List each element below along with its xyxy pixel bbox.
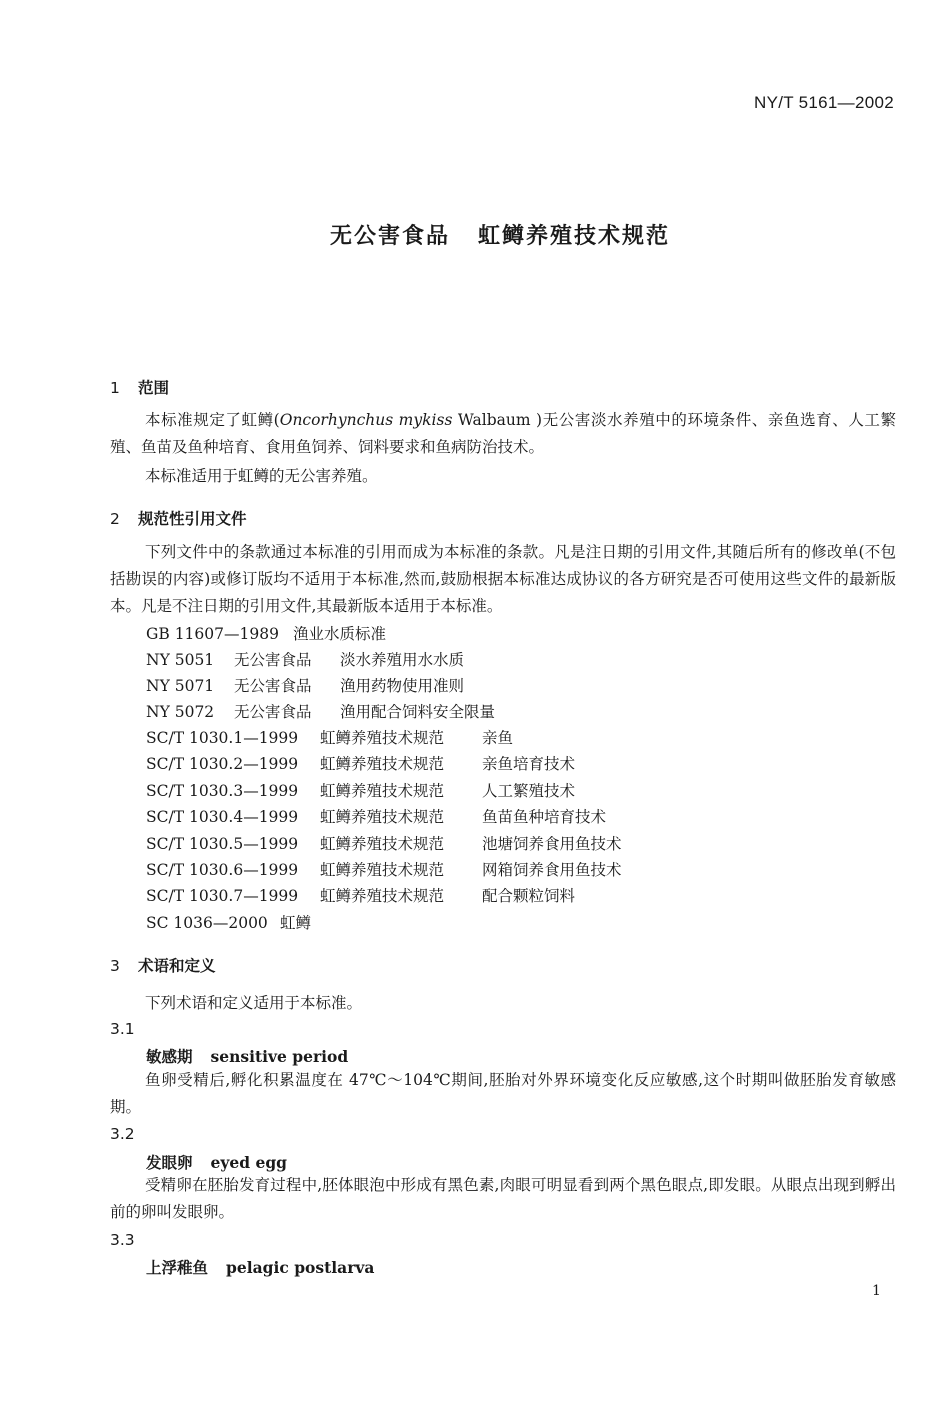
section-3-intro: 下列术语和定义适用于本标准。 (145, 994, 363, 1012)
section-3-title: 术语和定义 (138, 957, 216, 975)
reference-item: SC/T 1030.7—1999 虹鳟养殖技术规范 配合颗粒饲料 (146, 887, 576, 905)
term-definition: 受精卵在胚胎发育过程中,胚体眼泡中形成有黑色素,肉眼可明显看到两个黑色眼点,即发眼。从眼点出现到孵出前的卵叫发眼卵。 (110, 1176, 896, 1221)
section-2-number: 2 (110, 510, 120, 528)
section-1-title: 范围 (138, 379, 170, 397)
reference-item: SC 1036—2000 虹鳟 (146, 914, 312, 932)
reference-item: SC/T 1030.5—1999 虹鳟养殖技术规范 池塘饲养食用鱼技术 (146, 835, 622, 853)
title-part1: 无公害食品 (329, 224, 450, 249)
title-part2: 虹鳟养殖技术规范 (478, 224, 671, 249)
reference-item: NY 5051 无公害食品 淡水养殖用水水质 (146, 651, 465, 669)
section-2-heading (110, 507, 247, 529)
term-number: 3.1 (110, 1020, 135, 1038)
reference-item: SC/T 1030.6—1999 虹鳟养殖技术规范 网箱饲养食用鱼技术 (146, 861, 622, 879)
term-definition: 鱼卵受精后,孵化积累温度在 47℃～104℃期间,胚胎对外界环境变化反应敏感,这个时期叫做胚胎发育敏感期。 (110, 1071, 896, 1116)
section-1-paragraph-1: 本标准规定了虹鳟(Oncorhynchus mykiss Walbaum )无公害淡水养殖中的环境条件、亲鱼选育、人工繁殖、鱼苗及鱼种培育、食用鱼饲养、饲料要求和鱼病防治技术。 (110, 411, 896, 456)
section-1-number: 1 (110, 379, 120, 397)
document-title (0, 219, 950, 250)
term-heading: 发眼卵 eyed egg (146, 1153, 288, 1172)
reference-item: SC/T 1030.2—1999 虹鳟养殖技术规范 亲鱼培育技术 (146, 755, 576, 773)
reference-item: SC/T 1030.4—1999 虹鳟养殖技术规范 鱼苗鱼种培育技术 (146, 808, 607, 826)
term-number: 3.2 (110, 1125, 135, 1143)
reference-item: NY 5071 无公害食品 渔用药物使用准则 (146, 677, 465, 695)
page-number: 1 (872, 1283, 881, 1299)
section-1-heading (110, 376, 169, 398)
section-2-paragraph: 下列文件中的条款通过本标准的引用而成为本标准的条款。凡是注日期的引用文件,其随后所有的修改单(不包括勘误的内容)或修订版均不适用于本标准,然而,鼓励根据本标准达成协议的各方研究是否可使用这些文件的最新版本。凡是不注日期的引用文件,其最新版本适用于本标准。 (110, 543, 896, 615)
section-3-heading (110, 954, 216, 976)
term-number: 3.3 (110, 1231, 135, 1249)
reference-item: SC/T 1030.3—1999 虹鳟养殖技术规范 人工繁殖技术 (146, 782, 576, 800)
section-3-number: 3 (110, 957, 120, 975)
reference-item: GB 11607—1989 渔业水质标准 (146, 625, 386, 643)
section-1-paragraph-2: 本标准适用于虹鳟的无公害养殖。 (145, 467, 378, 485)
reference-item: SC/T 1030.1—1999 虹鳟养殖技术规范 亲鱼 (146, 729, 514, 747)
term-heading: 敏感期 sensitive period (146, 1047, 349, 1066)
term-heading: 上浮稚鱼 pelagic postlarva (146, 1258, 375, 1277)
section-2-title: 规范性引用文件 (138, 510, 247, 528)
latin-species-name: Oncorhynchus mykiss (279, 411, 453, 429)
reference-item: NY 5072 无公害食品 渔用配合饲料安全限量 (146, 703, 496, 721)
standard-number: NY/T 5161—2002 (754, 93, 894, 112)
